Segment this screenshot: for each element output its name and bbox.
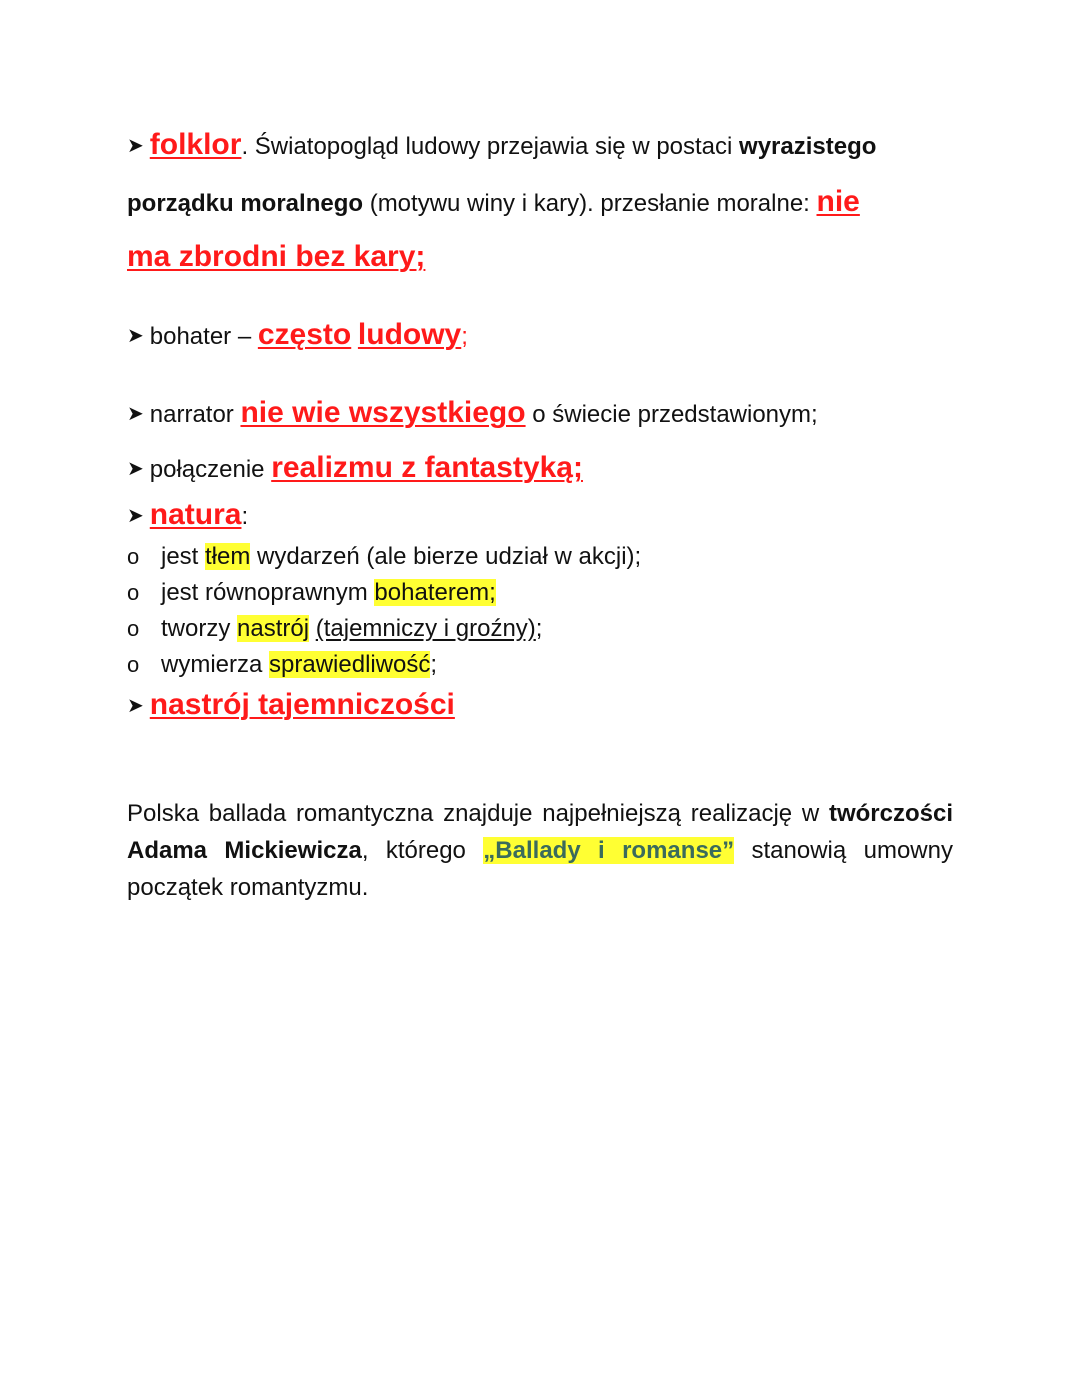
item-text: jest równoprawnym	[161, 579, 375, 606]
arrow-bullet-icon: ➤	[127, 505, 144, 527]
list-item	[127, 579, 496, 607]
polaczenie-red: realizmu z fantastyką;	[271, 451, 583, 484]
moral-description: (motywu winy i kary). przesłanie moralne:	[363, 190, 817, 217]
arrow-bullet-icon: ➤	[127, 403, 144, 425]
summary-paragraph	[127, 795, 953, 906]
arrow-bullet-icon: ➤	[127, 325, 144, 347]
item-text: wydarzeń (ale bierze udział w akcji);	[250, 543, 642, 570]
list-item	[127, 543, 641, 571]
narrator-line	[127, 396, 818, 430]
circle-bullet-icon: o	[127, 652, 140, 677]
paragraph-text: stanowią umowny początek romantyzmu.	[127, 837, 953, 901]
highlight-bohaterem: bohaterem;	[374, 579, 496, 606]
bold-phrase-porzadku: porządku moralnego	[127, 190, 364, 217]
arrow-bullet-icon: ➤	[127, 135, 144, 157]
item-text: tworzy	[161, 615, 238, 642]
bold-phrase-wyrazistego: wyrazistego	[739, 133, 877, 160]
folklor-description: . Światopogląd ludowy przejawia się w postaci	[241, 133, 740, 160]
folklor-line	[127, 128, 876, 162]
item-text: ;	[430, 651, 438, 678]
list-item	[127, 615, 542, 643]
nastroj-line	[127, 688, 455, 722]
underlined-phrase: (tajemniczy i groźny)	[315, 615, 536, 642]
bohater-prefix: bohater –	[149, 323, 258, 350]
highlight-nastroj: nastrój	[237, 615, 310, 642]
circle-bullet-icon: o	[127, 580, 140, 605]
moral-message-end: ma zbrodni bez kary;	[127, 240, 426, 273]
book-title: „Ballady i romanse”	[483, 837, 735, 864]
moral-message-start: nie	[816, 185, 860, 218]
arrow-bullet-icon: ➤	[127, 458, 144, 480]
moral-line-continued	[127, 240, 425, 274]
natura-suffix: :	[241, 503, 249, 530]
paragraph-text: Polska ballada romantyczna znajduje najpełniejszą realizację w	[127, 800, 829, 827]
item-text	[309, 615, 316, 642]
document-page	[127, 0, 957, 1397]
polaczenie-line	[127, 451, 583, 485]
narrator-red: nie wie wszystkiego	[240, 396, 526, 429]
narrator-prefix: narrator	[149, 401, 241, 428]
item-text: ;	[535, 615, 543, 642]
highlight-tlem: tłem	[205, 543, 251, 570]
list-item	[127, 651, 437, 679]
narrator-suffix: o świecie przedstawionym;	[525, 401, 818, 428]
bohater-red-ludowy: ludowy	[357, 318, 462, 351]
bold-phrase-mickiewicz: twórczości Adama Mickiewicza	[127, 800, 953, 864]
highlight-sprawiedliwosc: sprawiedliwość	[269, 651, 431, 678]
bohater-line	[127, 318, 468, 352]
circle-bullet-icon: o	[127, 544, 140, 569]
arrow-bullet-icon: ➤	[127, 695, 144, 717]
paragraph-text: , którego	[361, 837, 484, 864]
item-text: wymierza	[161, 651, 270, 678]
nastroj-term: nastrój tajemniczości	[149, 688, 455, 721]
moral-line	[127, 185, 860, 219]
folklor-term: folklor	[149, 128, 242, 161]
natura-line	[127, 498, 248, 532]
natura-term: natura	[149, 498, 242, 531]
circle-bullet-icon: o	[127, 616, 140, 641]
item-text: jest	[161, 543, 206, 570]
bohater-red-czesto: często	[257, 318, 352, 351]
polaczenie-prefix: połączenie	[149, 456, 272, 483]
bohater-suffix: ;	[461, 323, 468, 350]
